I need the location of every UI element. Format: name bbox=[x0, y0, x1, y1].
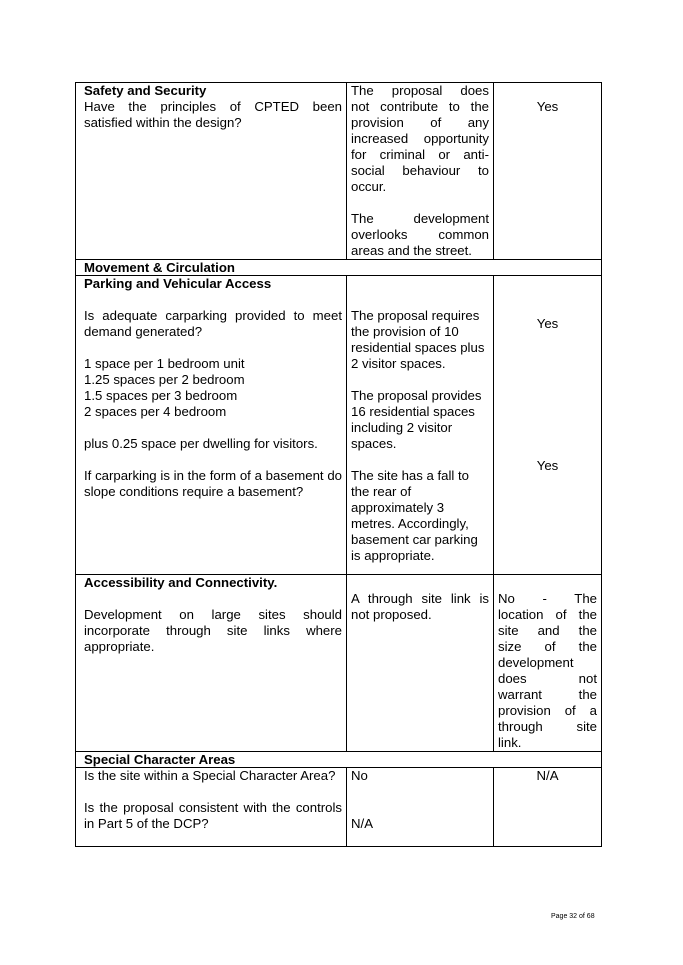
accessibility-compliance-line: site and the bbox=[498, 623, 597, 638]
special-compliance-1: N/A bbox=[536, 768, 559, 783]
safety-heading: Safety and Security bbox=[84, 83, 207, 98]
accessibility-question: Development on large sites should incorporate through site links where appropriate. bbox=[84, 607, 342, 654]
safety-compliance: Yes bbox=[536, 99, 559, 114]
parking-comment-3: The site has a fall to the rear of approximately 3 metres. Accordingly, basement car parking is appropriate. bbox=[351, 468, 478, 563]
safety-question: Have the principles of CPTED been satisfied within the design? bbox=[84, 99, 342, 130]
safety-comment-line: areas and the street. bbox=[351, 243, 472, 258]
safety-compliance-cell bbox=[494, 83, 602, 260]
safety-comment-line: The development bbox=[351, 211, 489, 226]
parking-question-1: Is adequate carparking provided to meet demand generated? bbox=[84, 308, 342, 339]
special-heading: Special Character Areas bbox=[76, 752, 347, 768]
parking-compliance-2: Yes bbox=[536, 458, 559, 473]
safety-comment-line: overlooks common bbox=[351, 227, 489, 242]
special-row bbox=[76, 768, 602, 847]
special-header-row bbox=[76, 752, 602, 768]
special-question-1: Is the site within a Special Character Area? bbox=[84, 768, 336, 783]
parking-compliance-1: Yes bbox=[536, 316, 559, 331]
special-question-2: Is the proposal consistent with the controls in Part 5 of the DCP? bbox=[84, 800, 342, 831]
special-control-cell bbox=[76, 768, 347, 847]
accessibility-compliance-line: provision of a bbox=[498, 703, 597, 718]
page-number: Page 32 of 68 bbox=[551, 913, 595, 920]
safety-comment-line: provision of any bbox=[351, 115, 489, 130]
parking-heading: Parking and Vehicular Access bbox=[84, 276, 272, 291]
accessibility-comment-cell bbox=[347, 575, 494, 752]
parking-comment-2: The proposal provides 16 residential spaces including 2 visitor spaces. bbox=[351, 388, 482, 451]
safety-comment-line: not contribute to the bbox=[351, 99, 489, 114]
safety-security-row bbox=[76, 83, 602, 260]
movement-heading: Movement & Circulation bbox=[76, 260, 347, 276]
safety-control-cell bbox=[76, 83, 347, 260]
parking-comment-cell bbox=[347, 276, 494, 575]
safety-comment-cell bbox=[347, 83, 494, 260]
parking-visitors: plus 0.25 space per dwelling for visitors. bbox=[84, 436, 318, 451]
accessibility-compliance-line: through site bbox=[498, 719, 597, 734]
special-answer-2: N/A bbox=[351, 816, 373, 831]
accessibility-compliance-line: warrant the bbox=[498, 687, 597, 702]
parking-control-cell bbox=[76, 276, 347, 575]
parking-rate: 1.25 spaces per 2 bedroom bbox=[84, 372, 245, 387]
accessibility-comment: A through site link is not proposed. bbox=[351, 591, 489, 622]
accessibility-compliance-line: No - The bbox=[498, 591, 597, 606]
movement-header-row bbox=[76, 260, 602, 276]
accessibility-compliance-line: location of the bbox=[498, 607, 597, 622]
dcp-compliance-table bbox=[75, 82, 602, 847]
accessibility-row bbox=[76, 575, 602, 752]
parking-compliance-cell bbox=[494, 276, 602, 575]
parking-rate: 2 spaces per 4 bedroom bbox=[84, 404, 227, 419]
safety-comment-line: occur. bbox=[351, 179, 387, 194]
parking-rate: 1 space per 1 bedroom unit bbox=[84, 356, 245, 371]
accessibility-compliance-cell bbox=[494, 575, 602, 752]
accessibility-compliance-line: link. bbox=[498, 735, 522, 750]
special-answer-cell bbox=[347, 768, 494, 847]
accessibility-compliance-line: size of the bbox=[498, 639, 597, 654]
safety-comment-line: social behaviour to bbox=[351, 163, 489, 178]
parking-comment-1: The proposal requires the provision of 10 residential spaces plus 2 visitor spaces. bbox=[351, 308, 485, 371]
accessibility-heading: Accessibility and Connectivity. bbox=[84, 575, 278, 590]
safety-comment-line: for criminal or anti- bbox=[351, 147, 489, 162]
safety-comment-line: The proposal does bbox=[351, 83, 489, 98]
parking-question-2: If carparking is in the form of a basement do slope conditions require a basement? bbox=[84, 468, 342, 499]
safety-comment-line: increased opportunity bbox=[351, 131, 489, 146]
special-answer-1: No bbox=[351, 768, 368, 783]
special-compliance-cell bbox=[494, 768, 602, 847]
accessibility-compliance-line: development bbox=[498, 655, 574, 670]
accessibility-control-cell bbox=[76, 575, 347, 752]
parking-row bbox=[76, 276, 602, 575]
parking-rate: 1.5 spaces per 3 bedroom bbox=[84, 388, 238, 403]
accessibility-compliance-line: does not bbox=[498, 671, 597, 686]
